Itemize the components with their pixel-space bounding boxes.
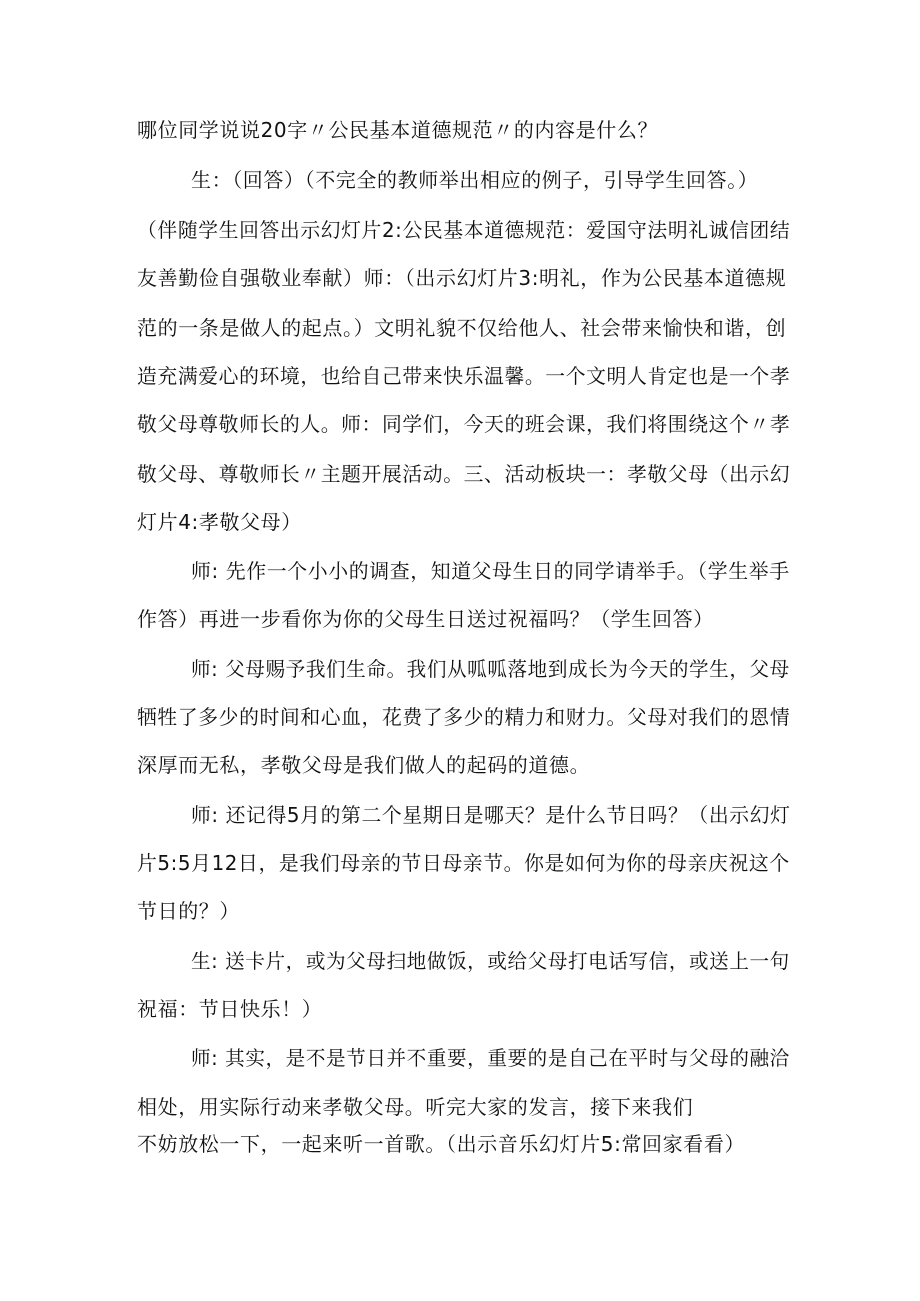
text-line-21: 相处，用实际行动来孝敬父母。听完大家的发言，接下来我们 — [137, 1095, 694, 1119]
text-line-2: 生：（回答）（不完全的教师举出相应的例子，引导学生回答。） — [191, 168, 759, 192]
text-line-14: 深厚而无私，孝敬父母是我们做人的起码的道德。 — [137, 753, 591, 777]
text-line-15: 师: 还记得5月的第二个星期日是哪天？是什么节日吗？（出示幻灯 — [191, 803, 791, 827]
text-line-16: 片5:5月12日，是我们母亲的节日母亲节。你是如何为你的母亲庆祝这个 — [137, 851, 790, 875]
text-line-17: 节日的？） — [137, 899, 240, 923]
text-line-6: 造充满爱心的环境，也给自己带来快乐温馨。一个文明人肯定也是一个孝 — [137, 364, 791, 388]
text-line-1: 哪位同学说说20字〃公民基本道德规范〃的内容是什么？ — [137, 118, 659, 142]
text-line-12: 师: 父母赐予我们生命。我们从呱呱落地到成长为今天的学生，父母 — [191, 657, 790, 681]
text-line-4: 友善勤俭自强敬业奉献）师：（出示幻灯片3:明礼，作为公民基本道德规 — [137, 266, 787, 290]
text-line-7: 敬父母尊敬师长的人。师：同学们，今天的班会课，我们将围绕这个〃孝 — [137, 412, 791, 436]
text-line-3: （伴随学生回答出示幻灯片2:公民基本道德规范：爱国守法明礼诚信团结 — [137, 218, 791, 242]
text-line-5: 范的一条是做人的起点。）文明礼貌不仅给他人、社会带来愉快和谐，创 — [137, 316, 787, 340]
text-line-20: 师: 其实，是不是节日并不重要，重要的是自己在平时与父母的融洽 — [191, 1046, 790, 1070]
text-line-11: 作答）再进一步看你为你的父母生日送过祝福吗？（学生回答） — [137, 607, 714, 631]
text-line-10: 师: 先作一个小小的调查，知道父母生日的同学请举手。（学生举手 — [191, 559, 790, 583]
text-line-8: 敬父母、尊敬师长〃主题开展活动。三、活动板块一：孝敬父母（出示幻 — [137, 462, 791, 486]
text-line-13: 牺牲了多少的时间和心血，花费了多少的精力和财力。父母对我们的恩情 — [137, 705, 791, 729]
text-line-9: 灯片4:孝敬父母） — [137, 510, 302, 534]
text-line-19: 祝福：节日快乐！） — [137, 997, 323, 1021]
text-line-22: 不妨放松一下，一起来听一首歌。（出示音乐幻灯片5:常回家看看） — [137, 1132, 746, 1156]
text-line-18: 生: 送卡片，或为父母扫地做饭，或给父母打电话写信，或送上一句 — [191, 949, 790, 973]
